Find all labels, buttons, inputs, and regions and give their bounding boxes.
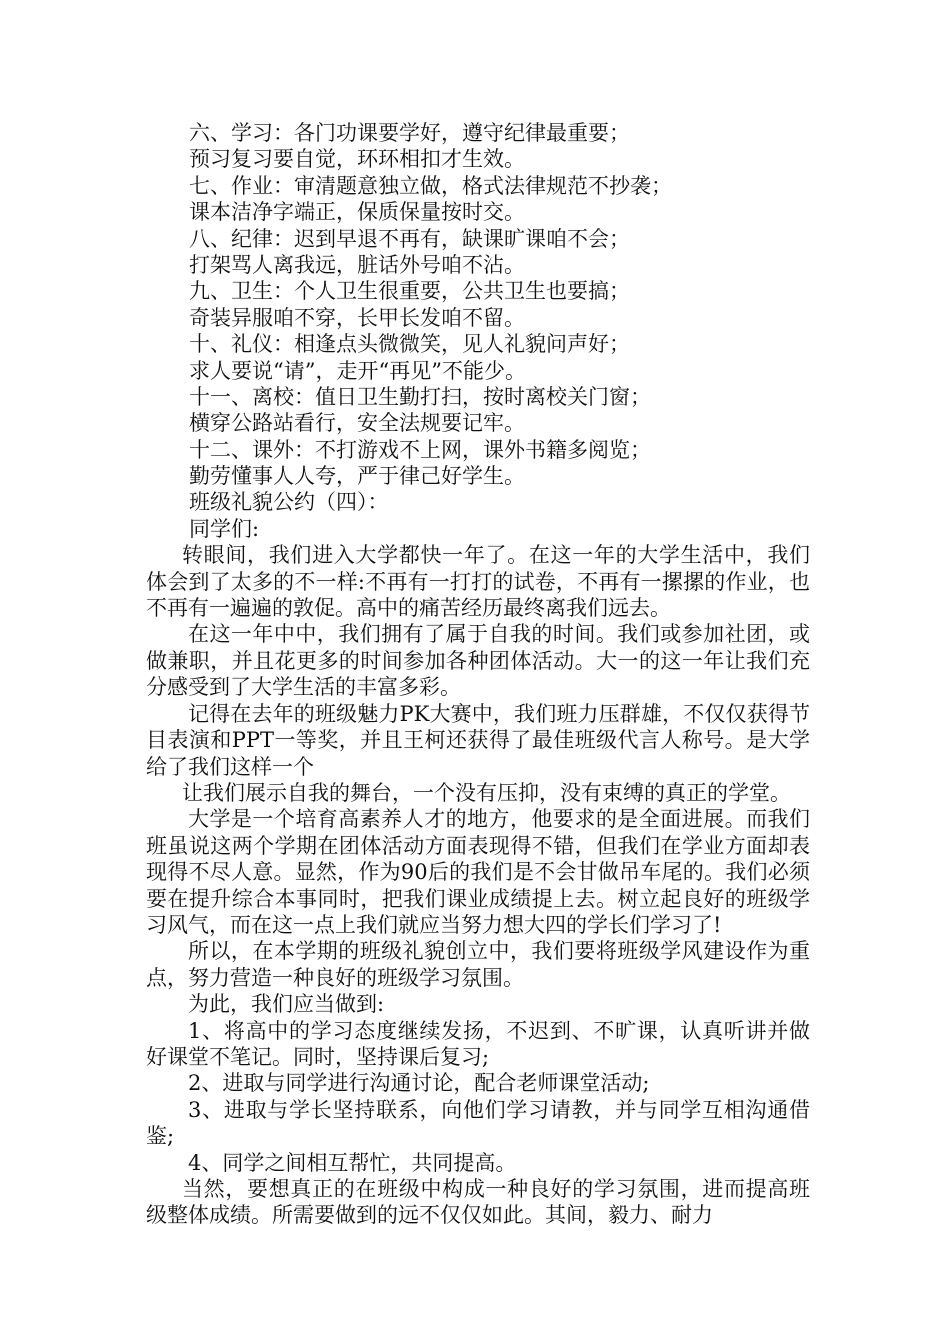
rule-line: 预习复习要自觉，环环相扣才生效。 xyxy=(189,147,525,172)
paragraph: 所以，在本学期的班级礼貌创立中，我们要将班级学风建设作为重点，努力营造一种良好的班级学习氛围。 xyxy=(146,939,810,990)
paragraph: 为此，我们应当做到: xyxy=(188,992,385,1017)
rule-line: 横穿公路站看行，安全法规要记牢。 xyxy=(189,411,525,436)
rule-line: 六、学习：各门功课要学好，遵守纪律最重要； xyxy=(189,121,630,145)
list-item: 2、进取与同学进行沟通讨论，配合老师课堂活动; xyxy=(188,1071,650,1096)
rule-line: 奇装异服咱不穿，长甲长发咱不留。 xyxy=(189,305,525,330)
paragraph: 大学是一个培育高素养人才的地方，他要求的是全面进展。而我们班虽说这两个学期在团体活动方面表现得不错，但我们在学业方面却表现得不尽人意。显然，作为90后的我们是不会甘做吊车尾的。我们必须要在提升综合本事同时，把我们课业成绩提上去。树立起良好的班级学习风气，而在这一点上我们就应当努力想大四的学长们学习了! xyxy=(146,807,810,937)
rule-line: 七、作业：审清题意独立做，格式法律规范不抄袭； xyxy=(189,173,672,198)
list-item: 3、进取与学长坚持联系，向他们学习请教，并与同学互相沟通借鉴; xyxy=(146,1097,810,1149)
greeting: 同学们: xyxy=(189,516,260,541)
section-title: 班级礼貌公约（四）： xyxy=(189,490,389,515)
paragraph: 在这一年中中，我们拥有了属于自我的时间。我们或参加社团，或做兼职，并且花更多的时间参加各种团体活动。大一的这一年让我们充分感受到了大学生活的丰富多彩。 xyxy=(146,622,810,700)
rule-line: 八、纪律：迟到早退不再有，缺课旷课咱不会； xyxy=(189,226,630,251)
rule-line: 十一、离校：值日卫生勤打扫，按时离校关门窗； xyxy=(189,384,651,409)
paragraph: 当然，要想真正的在班级中构成一种良好的学习氛围，进而提高班级整体成绩。所需要做到的远不仅仅如此。其间，毅力、耐力 xyxy=(146,1177,810,1228)
paragraph: 让我们展示自我的舞台，一个没有压抑，没有束缚的真正的学堂。 xyxy=(182,780,791,805)
rule-line: 勤劳懂事人人夸，严于律己好学生。 xyxy=(189,464,525,489)
rule-line: 课本洁净字端正，保质保量按时交。 xyxy=(189,200,525,225)
list-item: 1、将高中的学习态度继续发扬，不迟到、不旷课，认真听讲并做好课堂不笔记。同时，坚持课后复习; xyxy=(146,1018,810,1069)
rule-line: 十、礼仪：相逢点头微微笑，见人礼貌问声好； xyxy=(189,332,630,357)
list-item: 4、同学之间相互帮忙，共同提高。 xyxy=(188,1150,517,1175)
rule-line: 求人要说“请”，走开“再见”不能少。 xyxy=(189,358,526,383)
rule-line: 打架骂人离我远，脏话外号咱不沾。 xyxy=(189,252,525,277)
paragraph: 记得在去年的班级魅力PK大赛中，我们班力压群雄，不仅仅获得节目表演和PPT一等奖，并且王柯还获得了最佳班级代言人称号。是大学给了我们这样一个 xyxy=(146,701,810,779)
rule-line: 九、卫生：个人卫生很重要，公共卫生也要搞； xyxy=(189,279,630,304)
document-body xyxy=(146,120,810,1229)
paragraph: 转眼间，我们进入大学都快一年了。在这一年的大学生活中，我们体会到了太多的不一样:不再有一打打的试卷，不再有一摞摞的作业，也不再有一遍遍的敦促。高中的痛苦经历最终离我们远去。 xyxy=(146,543,810,621)
rule-line: 十二、课外：不打游戏不上网，课外书籍多阅览； xyxy=(189,437,651,462)
